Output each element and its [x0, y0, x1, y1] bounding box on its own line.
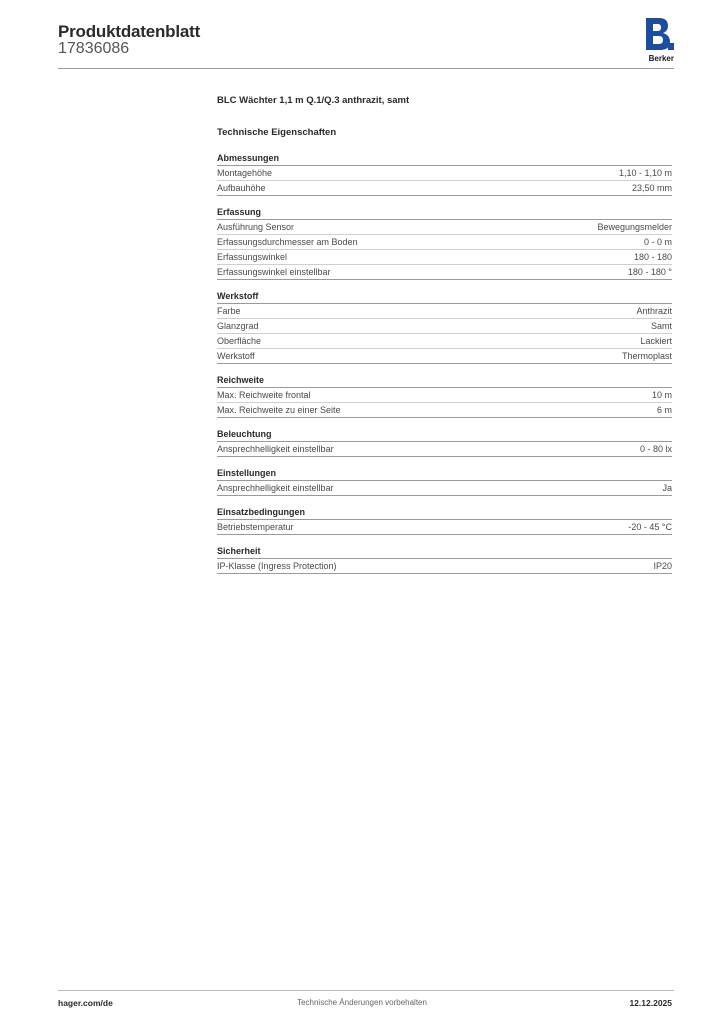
footer-divider [58, 990, 674, 991]
property-row [217, 520, 672, 535]
property-row [217, 235, 672, 250]
property-value: 180 - 180 ° [627, 267, 672, 277]
property-row [217, 349, 672, 364]
logo-text: Berker [648, 54, 674, 63]
property-row [217, 250, 672, 265]
property-value: 0 - 80 lx [639, 444, 672, 454]
property-group [217, 505, 672, 535]
group-rows [217, 304, 672, 364]
property-label: Erfassungswinkel [217, 252, 288, 262]
property-value: 6 m [656, 405, 672, 415]
property-group [217, 373, 672, 418]
property-label: Erfassungsdurchmesser am Boden [217, 237, 358, 247]
property-group [217, 427, 672, 457]
group-rows [217, 520, 672, 535]
header-divider [58, 68, 674, 69]
group-rows [217, 559, 672, 574]
product-title: BLC Wächter 1,1 m Q.1/Q.3 anthrazit, samt [217, 95, 410, 106]
property-row [217, 319, 672, 334]
main-content [217, 90, 672, 574]
property-value: IP20 [653, 561, 672, 571]
property-label: Montagehöhe [217, 168, 273, 178]
property-value: 23,50 mm [631, 183, 672, 193]
property-row [217, 166, 672, 181]
property-row [217, 481, 672, 496]
section-heading: Technische Eigenschaften [217, 127, 337, 138]
property-group [217, 544, 672, 574]
property-row [217, 388, 672, 403]
footer-website-link[interactable]: hager.com/de [58, 998, 113, 1008]
property-row [217, 334, 672, 349]
property-value: Lackiert [640, 336, 672, 346]
group-title: Abmessungen [217, 151, 672, 166]
document-number: 17836086 [58, 40, 130, 57]
property-group [217, 289, 672, 364]
berker-logo-icon [642, 16, 674, 52]
property-label: Oberfläche [217, 336, 262, 346]
group-rows [217, 220, 672, 280]
property-label: Werkstoff [217, 351, 255, 361]
property-value: -20 - 45 °C [628, 522, 672, 532]
property-label: Glanzgrad [217, 321, 259, 331]
property-label: Farbe [217, 306, 241, 316]
group-title: Werkstoff [217, 289, 672, 304]
property-row [217, 181, 672, 196]
footer-date: 12.12.2025 [629, 998, 672, 1008]
property-value: 0 - 0 m [643, 237, 672, 247]
property-label: Ansprechhelligkeit einstellbar [217, 483, 334, 493]
document-title: Produktdatenblatt [58, 22, 201, 41]
group-title: Reichweite [217, 373, 672, 388]
page-header [58, 20, 674, 70]
property-value: Anthrazit [636, 306, 672, 316]
property-label: Max. Reichweite zu einer Seite [217, 405, 341, 415]
property-value: 10 m [651, 390, 672, 400]
group-rows [217, 481, 672, 496]
property-value: Samt [650, 321, 672, 331]
property-row [217, 304, 672, 319]
group-title: Einsatzbedingungen [217, 505, 672, 520]
property-row [217, 559, 672, 574]
property-value: Thermoplast [621, 351, 672, 361]
group-rows [217, 166, 672, 196]
property-label: Aufbauhöhe [217, 183, 266, 193]
property-row [217, 403, 672, 418]
group-rows [217, 442, 672, 457]
property-label: Erfassungswinkel einstellbar [217, 267, 331, 277]
property-label: Ansprechhelligkeit einstellbar [217, 444, 334, 454]
property-row [217, 442, 672, 457]
group-title: Einstellungen [217, 466, 672, 481]
property-value: Ja [662, 483, 672, 493]
group-title: Beleuchtung [217, 427, 672, 442]
property-label: Ausführung Sensor [217, 222, 295, 232]
property-value: 1,10 - 1,10 m [618, 168, 672, 178]
group-title: Erfassung [217, 205, 672, 220]
group-rows [217, 388, 672, 418]
property-label: Max. Reichweite frontal [217, 390, 311, 400]
property-label: IP-Klasse (Ingress Protection) [217, 561, 337, 571]
footer-disclaimer: Technische Änderungen vorbehalten [297, 998, 427, 1007]
property-value: 180 - 180 [633, 252, 672, 262]
property-label: Betriebstemperatur [217, 522, 294, 532]
property-groups [217, 151, 672, 574]
property-row [217, 265, 672, 280]
group-title: Sicherheit [217, 544, 672, 559]
property-group [217, 205, 672, 280]
property-value: Bewegungsmelder [597, 222, 672, 232]
property-group [217, 151, 672, 196]
property-row [217, 220, 672, 235]
property-group [217, 466, 672, 496]
